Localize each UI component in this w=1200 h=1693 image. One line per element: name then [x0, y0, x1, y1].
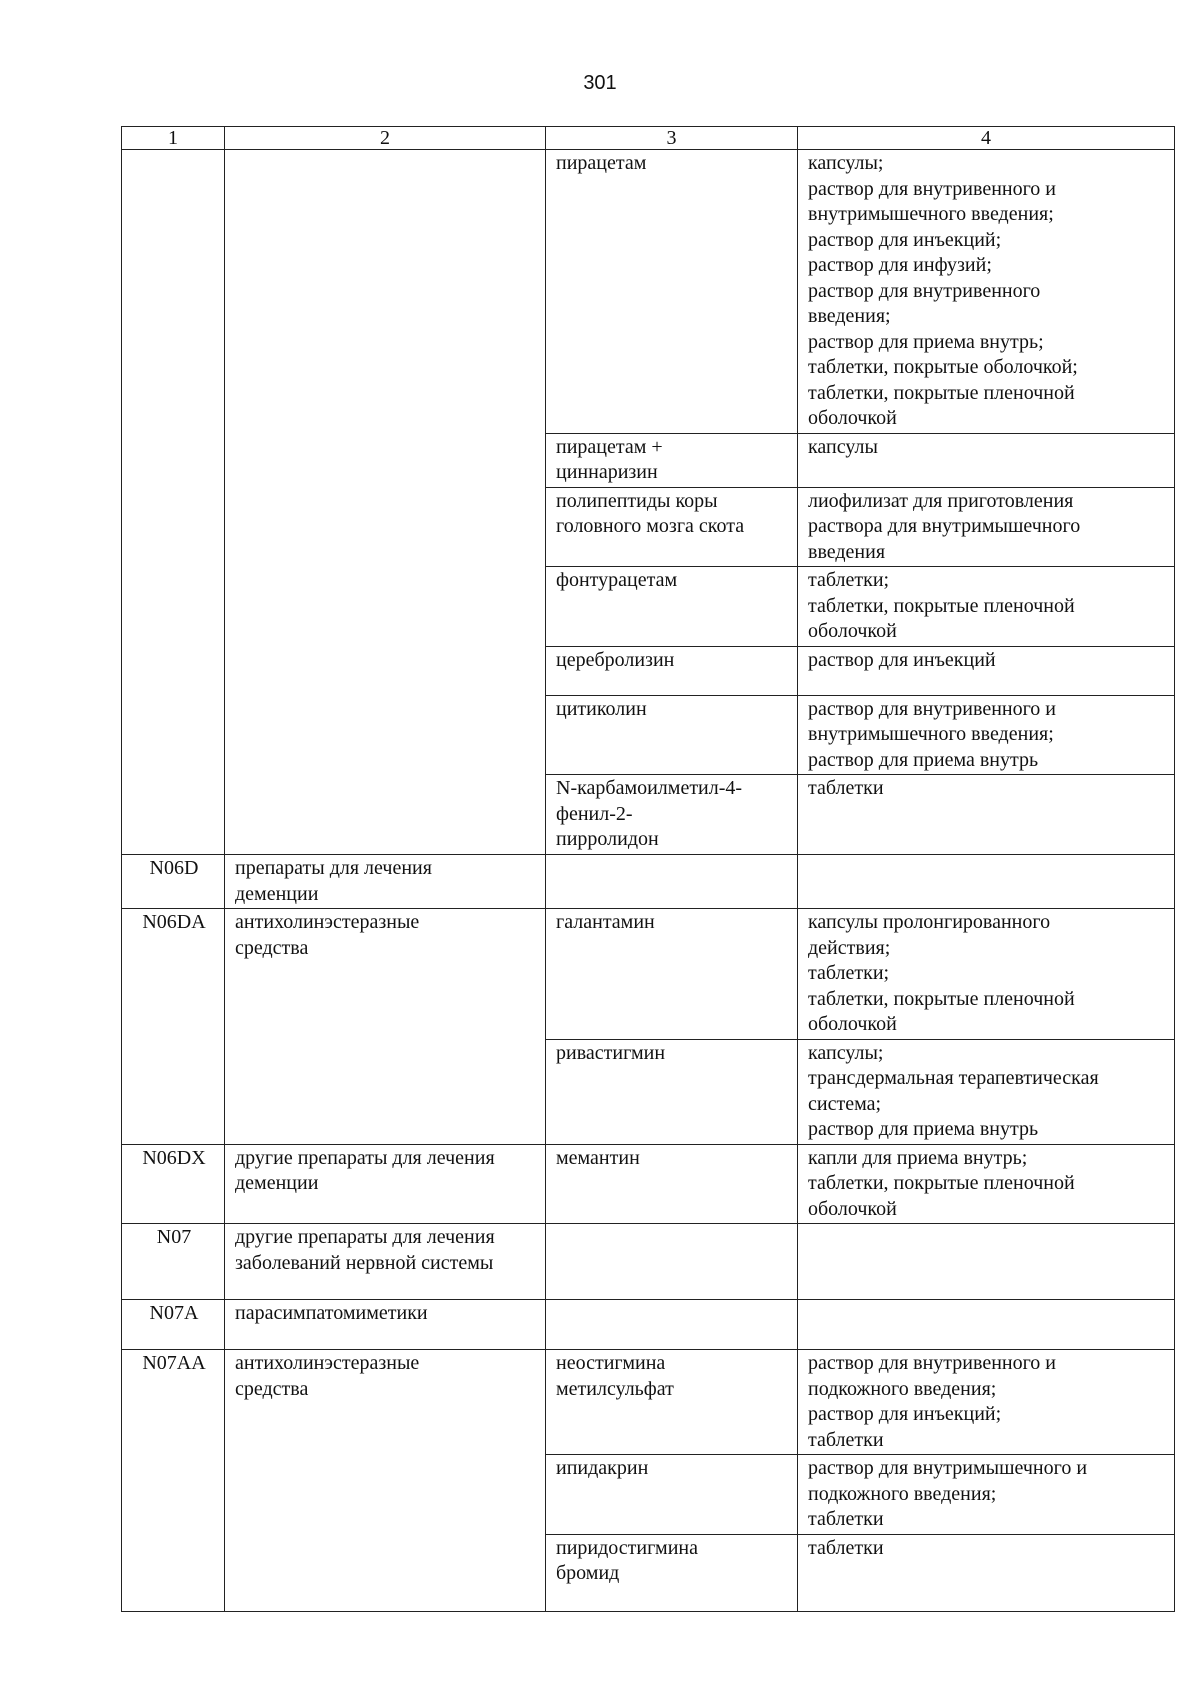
code-cell: N06D	[122, 855, 225, 909]
dosage-form: раствор для внутривенного и	[808, 1352, 1057, 1374]
forms-cell	[798, 646, 1175, 695]
dosage-form: капсулы;	[808, 152, 884, 174]
dosage-form: оболочкой	[808, 1197, 897, 1220]
drug-name: головного мозга скота	[556, 515, 745, 537]
group-cell	[225, 855, 546, 909]
drug-name: метилсульфат	[556, 1377, 674, 1400]
drug-name: полипептиды коры	[556, 489, 718, 512]
forms-cell	[798, 1039, 1175, 1144]
dosage-form: таблетки;	[808, 962, 890, 984]
drug-name: ипидакрин	[556, 1457, 649, 1479]
group-cell	[225, 1224, 546, 1300]
dosage-form: раствор для инъекций;	[808, 1403, 1002, 1425]
group-text: препараты для лечения	[235, 857, 432, 879]
drug-name: пирацетам	[556, 152, 647, 174]
drug-name: цитиколин	[556, 697, 647, 720]
dosage-form: таблетки, покрытые оболочкой;	[808, 356, 1078, 378]
dosage-form: оболочкой	[808, 620, 897, 642]
dosage-form: таблетки	[808, 1428, 884, 1451]
group-text: средства	[235, 1377, 309, 1400]
table-row	[122, 1350, 1175, 1455]
drug-name: N-карбамоилметил-4-	[556, 777, 743, 799]
drug-name: ривастигмин	[556, 1041, 666, 1064]
dosage-form: капсулы;	[808, 1041, 884, 1064]
group-text: деменции	[235, 882, 319, 905]
forms-cell	[798, 909, 1175, 1040]
drug-name: фонтурацетам	[556, 569, 678, 591]
forms-cell	[798, 487, 1175, 567]
forms-cell	[798, 567, 1175, 647]
drug-table	[121, 126, 1175, 1612]
drug-cell	[546, 1144, 798, 1224]
column-header-1: 1	[122, 127, 225, 150]
dosage-form: таблетки	[808, 1508, 884, 1530]
dosage-form: таблетки;	[808, 569, 890, 591]
table-row	[122, 1224, 1175, 1300]
dosage-form: система;	[808, 1092, 882, 1115]
dosage-form: оболочкой	[808, 1013, 897, 1035]
drug-cell	[546, 1039, 798, 1144]
forms-cell	[798, 1534, 1175, 1611]
group-cell	[225, 1144, 546, 1224]
dosage-form: раствор для инфузий;	[808, 254, 992, 276]
forms-cell	[798, 1224, 1175, 1300]
dosage-form: капсулы пролонгированного	[808, 911, 1051, 933]
code-cell: N07	[122, 1224, 225, 1300]
drug-cell	[546, 1224, 798, 1300]
drug-name: церебролизин	[556, 648, 675, 671]
forms-cell	[798, 695, 1175, 775]
drug-cell	[546, 567, 798, 647]
dosage-form: таблетки, покрытые пленочной	[808, 594, 1075, 617]
table-row	[122, 1300, 1175, 1350]
dosage-form: внутримышечного введения;	[808, 203, 1054, 225]
drug-cell	[546, 1455, 798, 1535]
forms-cell	[798, 1455, 1175, 1535]
column-header-2: 2	[225, 127, 546, 150]
forms-cell	[798, 1350, 1175, 1455]
group-text: деменции	[235, 1172, 319, 1194]
drug-name: галантамин	[556, 911, 655, 933]
dosage-form: оболочкой	[808, 407, 897, 429]
code-cell: N07AA	[122, 1350, 225, 1612]
dosage-form: раствор для внутривенного и	[808, 697, 1057, 720]
dosage-form: раствор для внутривенного	[808, 279, 1041, 302]
forms-cell	[798, 433, 1175, 487]
group-text: антихолинэстеразные	[235, 1352, 420, 1374]
drug-cell	[546, 487, 798, 567]
drug-cell	[546, 150, 798, 434]
drug-name: пирацетам +	[556, 435, 663, 458]
group-cell	[225, 909, 546, 1145]
drug-name: неостигмина	[556, 1352, 666, 1374]
group-cell	[225, 150, 546, 855]
drug-cell	[546, 695, 798, 775]
forms-cell	[798, 1300, 1175, 1350]
code-cell: N06DX	[122, 1144, 225, 1224]
drug-cell	[546, 646, 798, 695]
dosage-form: раствор для инъекций;	[808, 228, 1002, 251]
dosage-form: действия;	[808, 936, 891, 959]
code-cell: N06DA	[122, 909, 225, 1145]
dosage-form: таблетки, покрытые пленочной	[808, 1172, 1075, 1194]
drug-name: пиридостигмина	[556, 1536, 698, 1559]
drug-cell	[546, 1300, 798, 1350]
column-header-4: 4	[798, 127, 1175, 150]
dosage-form: лиофилизат для приготовления	[808, 489, 1074, 512]
drug-cell	[546, 855, 798, 909]
drug-name: фенил-2-	[556, 802, 633, 825]
drug-cell	[546, 433, 798, 487]
dosage-form: таблетки	[808, 1536, 884, 1559]
dosage-form: подкожного введения;	[808, 1377, 997, 1400]
dosage-form: подкожного введения;	[808, 1482, 997, 1505]
dosage-form: капсулы	[808, 435, 878, 458]
table-row	[122, 855, 1175, 909]
dosage-form: раствор для инъекций	[808, 648, 996, 671]
dosage-form: таблетки	[808, 777, 884, 799]
dosage-form: раствор для приема внутрь	[808, 748, 1039, 771]
forms-cell	[798, 775, 1175, 855]
dosage-form: раствора для внутримышечного	[808, 515, 1081, 537]
drug-cell	[546, 909, 798, 1040]
dosage-form: введения;	[808, 305, 891, 327]
forms-cell	[798, 150, 1175, 434]
table-row	[122, 150, 1175, 434]
dosage-form: раствор для приема внутрь	[808, 1118, 1039, 1140]
forms-cell	[798, 1144, 1175, 1224]
drug-cell	[546, 1534, 798, 1611]
dosage-form: капли для приема внутрь;	[808, 1146, 1028, 1169]
drug-cell	[546, 1350, 798, 1455]
dosage-form: введения	[808, 540, 886, 563]
dosage-form: внутримышечного введения;	[808, 723, 1054, 745]
drug-name: бромид	[556, 1562, 620, 1584]
drug-cell	[546, 775, 798, 855]
drug-name: мемантин	[556, 1146, 640, 1169]
drug-name: пирролидон	[556, 828, 659, 850]
group-cell	[225, 1350, 546, 1612]
group-text: парасимпатомиметики	[235, 1302, 428, 1324]
group-text: антихолинэстеразные	[235, 911, 420, 933]
group-text: другие препараты для лечения	[235, 1146, 495, 1169]
page-number: 301	[583, 72, 617, 94]
drug-name: циннаризин	[556, 461, 658, 483]
code-cell: N07A	[122, 1300, 225, 1350]
group-text: другие препараты для лечения	[235, 1226, 495, 1248]
table-row	[122, 909, 1175, 1040]
table-body	[122, 150, 1175, 1612]
column-header-3: 3	[546, 127, 798, 150]
group-text: заболеваний нервной системы	[235, 1251, 494, 1274]
table-row	[122, 1144, 1175, 1224]
dosage-form: раствор для приема внутрь;	[808, 330, 1044, 353]
group-text: средства	[235, 936, 309, 959]
dosage-form: таблетки, покрытые пленочной	[808, 381, 1075, 404]
header-row	[122, 127, 1175, 150]
dosage-form: трансдермальная терапевтическая	[808, 1067, 1099, 1089]
dosage-form: раствор для внутримышечного и	[808, 1457, 1088, 1479]
dosage-form: таблетки, покрытые пленочной	[808, 987, 1075, 1010]
dosage-form: раствор для внутривенного и	[808, 177, 1057, 200]
group-cell	[225, 1300, 546, 1350]
code-cell	[122, 150, 225, 855]
forms-cell	[798, 855, 1175, 909]
